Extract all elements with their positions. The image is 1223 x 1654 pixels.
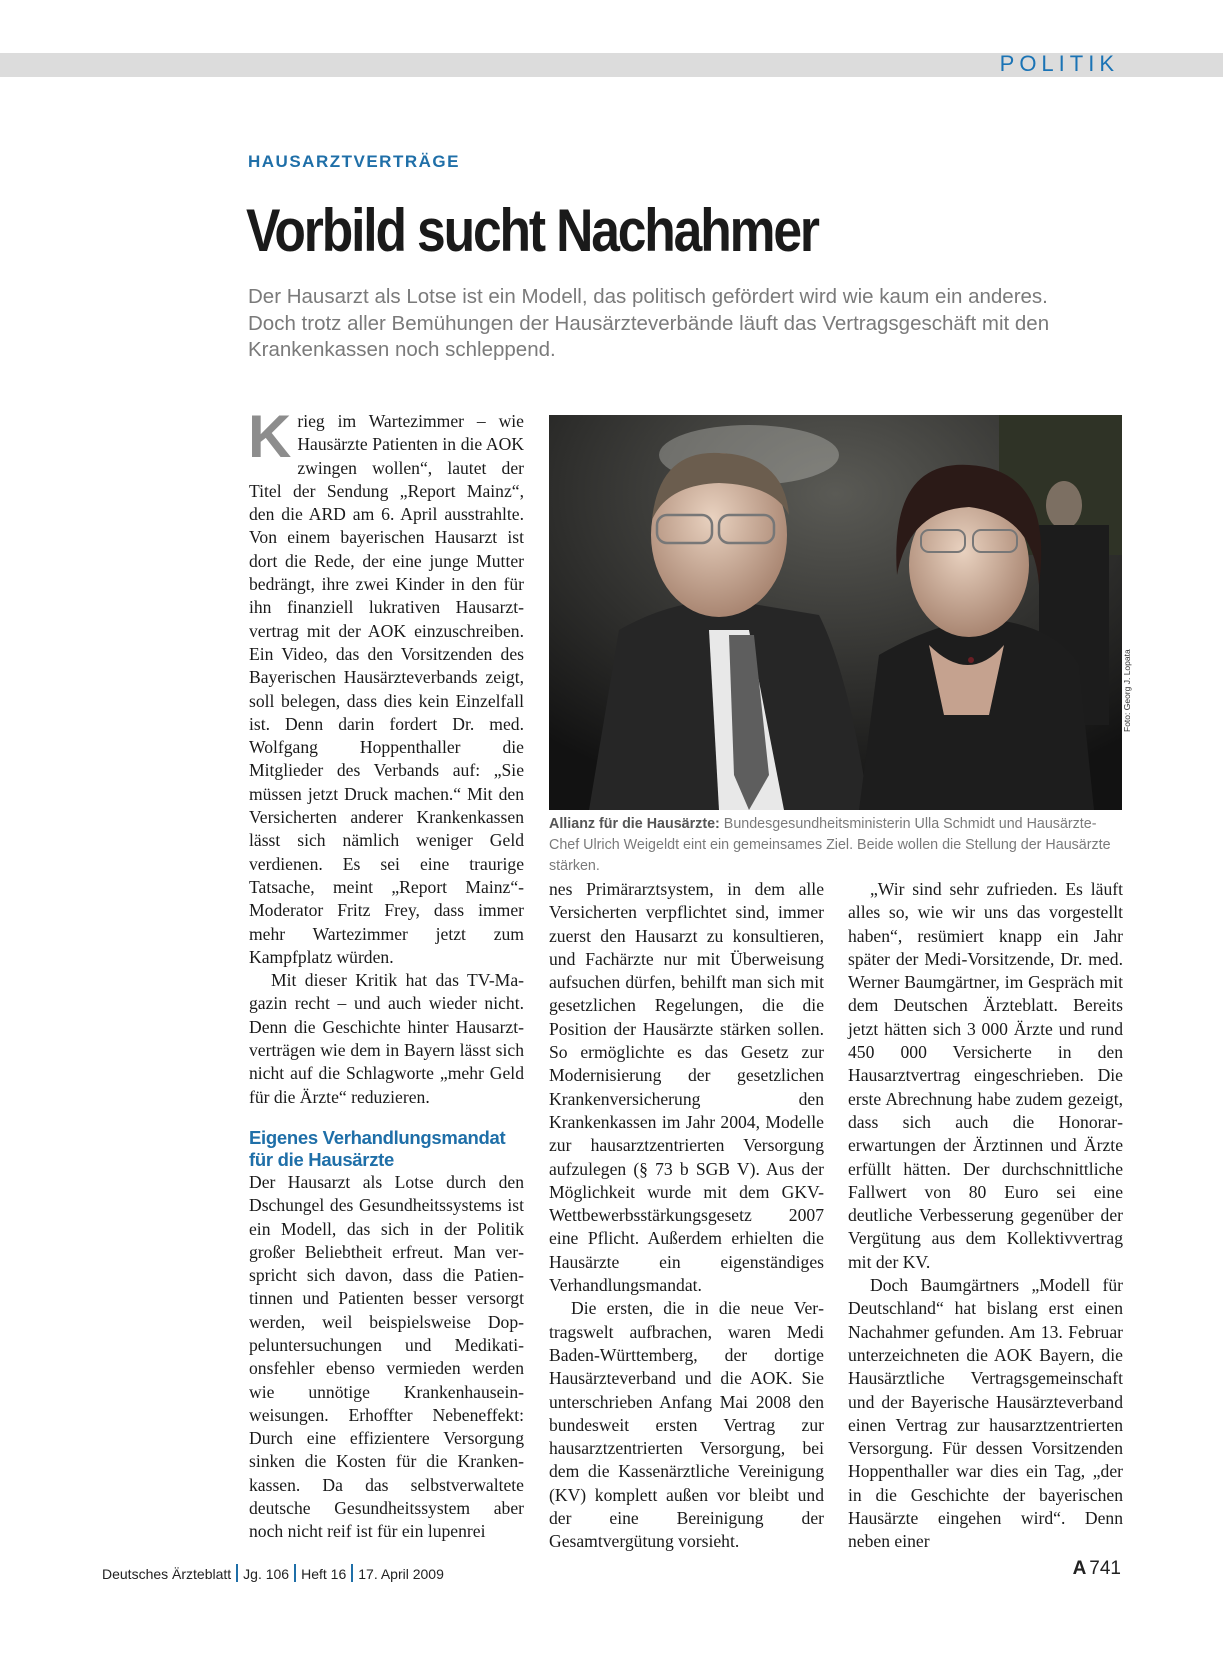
photo-credit: Foto: Georg J. Lopata bbox=[1122, 649, 1132, 732]
page-number-value: 741 bbox=[1089, 1558, 1121, 1579]
section-label: POLITIK bbox=[999, 51, 1119, 76]
paragraph-5: „Wir sind sehr zufrieden. Es läuft alles so, wie wir uns das vorgestellt haben“, resümiert knapp ein Jahr später der Medi-Vorsitzende, Dr. med. Werner Baumgärtner, im Gespräch mit dem Deutschen Ärzteblatt. Bereits jetzt hätten sich 3 000 Ärzte und rund 450 000 Versicherte in den Hausarztvertrag eingeschrieben. Die erste Abrechnung habe zudem gezeigt, dass sich auch die Honorarerwartungen der Ärztinnen und Ärzte erfüllt hätten. Der durchschnittliche Fallwert von 80 Euro sei eine deutliche Verbesserung gegenüber der Vergütung aus dem Kollektivvertrag mit der KV. bbox=[848, 879, 1123, 1272]
paragraph-3-part-2: nes Primärarztsystem, in dem alle Versicherten verpflichtet sind, immer zuerst den Hausarzt zu konsultieren, und Fachärzte nur mit Überweisung aufsuchen dürfen, behilft man sich mit gesetzlichen Regelungen, die die Position der Hausärzte stärken sollen. So ermöglichte es das Gesetz zur Modernisierung der gesetzlichen Krankenversicherung den Krankenkassen im Jahr 2004, Modelle zur hausarztzentrierten Versorgung aufzulegen (§ 73 b SGB V). Aus der Möglichkeit wurde mit dem GKV-Wettbewerbsstärkungsgesetz 2007 eine Pflicht. Außerdem erhielten die Hausärzte ein eigenständiges Verhandlungsmandat. bbox=[549, 879, 824, 1296]
caption-title: Allianz für die Hausärzte: bbox=[549, 816, 720, 832]
footer-separator bbox=[294, 1564, 296, 1582]
drop-cap: K bbox=[248, 403, 292, 470]
paragraph-1-text: rieg im Wartezimmer – wie Hausärzte Patienten in die AOK zwingen wollen“, lautet der Titel der Sendung „Report Mainz“, den die ARD am 6. April ausstrahlte. Von einem bayerischen Hausarzt ist dort die Rede, der eine junge Mutter bedrängt, ihre zwei Kinder in den für ihn finanziell lukrativen Hausarztvertrag mit der AOK einzuschreiben. Ein Video, das den Vorsitzenden des Bayerischen Hausärzteverbands zeigt, soll belegen, dass dies kein Einzelfall ist. Denn darin fordert Dr. med. Wolfgang Hoppenthaller die Mitglieder des Verbands auf: „Sie müssen jetzt Druck machen.“ Mit den Versicherten anderer Krankenkassen lässt sich nämlich weniger Geld verdienen. Es sei eine traurige Tatsache, meint „Report Mainz“-Moderator Fritz Frey, dass immer mehr Wartezimmer jetzt zum Kampfplatz würden. bbox=[249, 411, 524, 967]
article-photo bbox=[549, 415, 1122, 810]
column-2 bbox=[549, 878, 824, 1554]
footer-volume: Jg. 106 bbox=[243, 1566, 290, 1582]
article-lead: Der Hausarzt als Lotse ist ein Modell, das politisch gefördert wird wie kaum ein anderes. Doch trotz aller Bemühungen der Hausärzteverbände läuft das Vertragsgeschäft mit den Krankenkassen noch schleppend. bbox=[248, 285, 1050, 361]
article-kicker: HAUSARZTVERTRÄGE bbox=[248, 152, 460, 171]
paragraph-3-part-1: Der Hausarzt als Lotse durch den Dschungel des Gesundheitssystems ist ein Modell, das sich in der Politik großer Beliebtheit erfreut. Man verspricht sich davon, dass die Patientinnen und Patienten besser versorgt werden, weil beispielsweise Doppeluntersuchungen und Medikationsfehler ebenso vermieden werden wie unnötige Krankenhauseinweisungen. Erhoffter Nebeneffekt: Durch eine effizientere Versorgung sinken die Kosten für die Krankenkassen. Da das selbstverwaltete deutsche Gesundheitssystem aber noch nicht reif ist für ein lupenrei bbox=[249, 1171, 524, 1542]
caption-text: Bundesgesundheitsministerin Ulla Schmidt und Hausärzte-Chef Ulrich Weigeldt eint ein gemeinsames Ziel. Beide wollen die Stellung der Hausärzte stärken. bbox=[549, 816, 1111, 874]
column-1 bbox=[248, 403, 524, 1544]
paragraph-4: Die ersten, die in die neue Vertragswelt aufbrachen, waren Medi Baden-Württemberg, der dortige Hausärzteverband und die AOK. Sie unterschrieben Anfang Mai 2008 den bundesweit ersten Vertrag zur hausarztzentrierten Versorgung, bei dem die Kassenärztliche Vereinigung (KV) komplett außen vor bleibt und der eine Bereinigung der Gesamtvergütung vorsieht. bbox=[549, 1298, 824, 1552]
subheading: Eigenes Verhandlungsmandat für die Hausärzte bbox=[249, 1126, 506, 1170]
page-number bbox=[1073, 1558, 1121, 1580]
footer-publication: Deutsches Ärzteblatt bbox=[102, 1566, 232, 1582]
footer-issue: Heft 16 bbox=[301, 1566, 347, 1582]
article-title: Vorbild sucht Nachahmer bbox=[246, 197, 818, 264]
column-3 bbox=[848, 878, 1123, 1554]
photo-caption bbox=[549, 814, 1122, 877]
paragraph-2: Mit dieser Kritik hat das TV-Magazin recht – und auch wieder nicht. Denn die Geschichte hinter Hausarztverträgen wie dem in Bayern lässt sich nicht auf die Schlagworte „mehr Geld für die Ärzte“ reduzieren. bbox=[249, 970, 524, 1107]
paragraph-1 bbox=[248, 403, 524, 969]
footer-separator bbox=[351, 1564, 353, 1582]
photo-illustration bbox=[549, 415, 1122, 810]
page-prefix: A bbox=[1072, 1558, 1087, 1579]
paragraph-6: Doch Baumgärtners „Modell für Deutschland“ hat bislang erst einen Nachahmer gefunden. Am 13. Februar unterzeichneten die AOK Bayern, die Hausärztliche Vertragsgemeinschaft und der Bayerische Hausärzteverband einen Vertrag zur hausarztzentrierten Versorgung. Für dessen Vorsitzenden Hoppenthaller war dies ein Tag, „der in die Geschichte der bayerischen Hausärzte eingehen wird“. Denn neben einer bbox=[848, 1275, 1123, 1552]
footer-date: 17. April 2009 bbox=[358, 1566, 444, 1582]
footer-citation bbox=[102, 1564, 444, 1582]
footer-separator bbox=[236, 1564, 238, 1582]
